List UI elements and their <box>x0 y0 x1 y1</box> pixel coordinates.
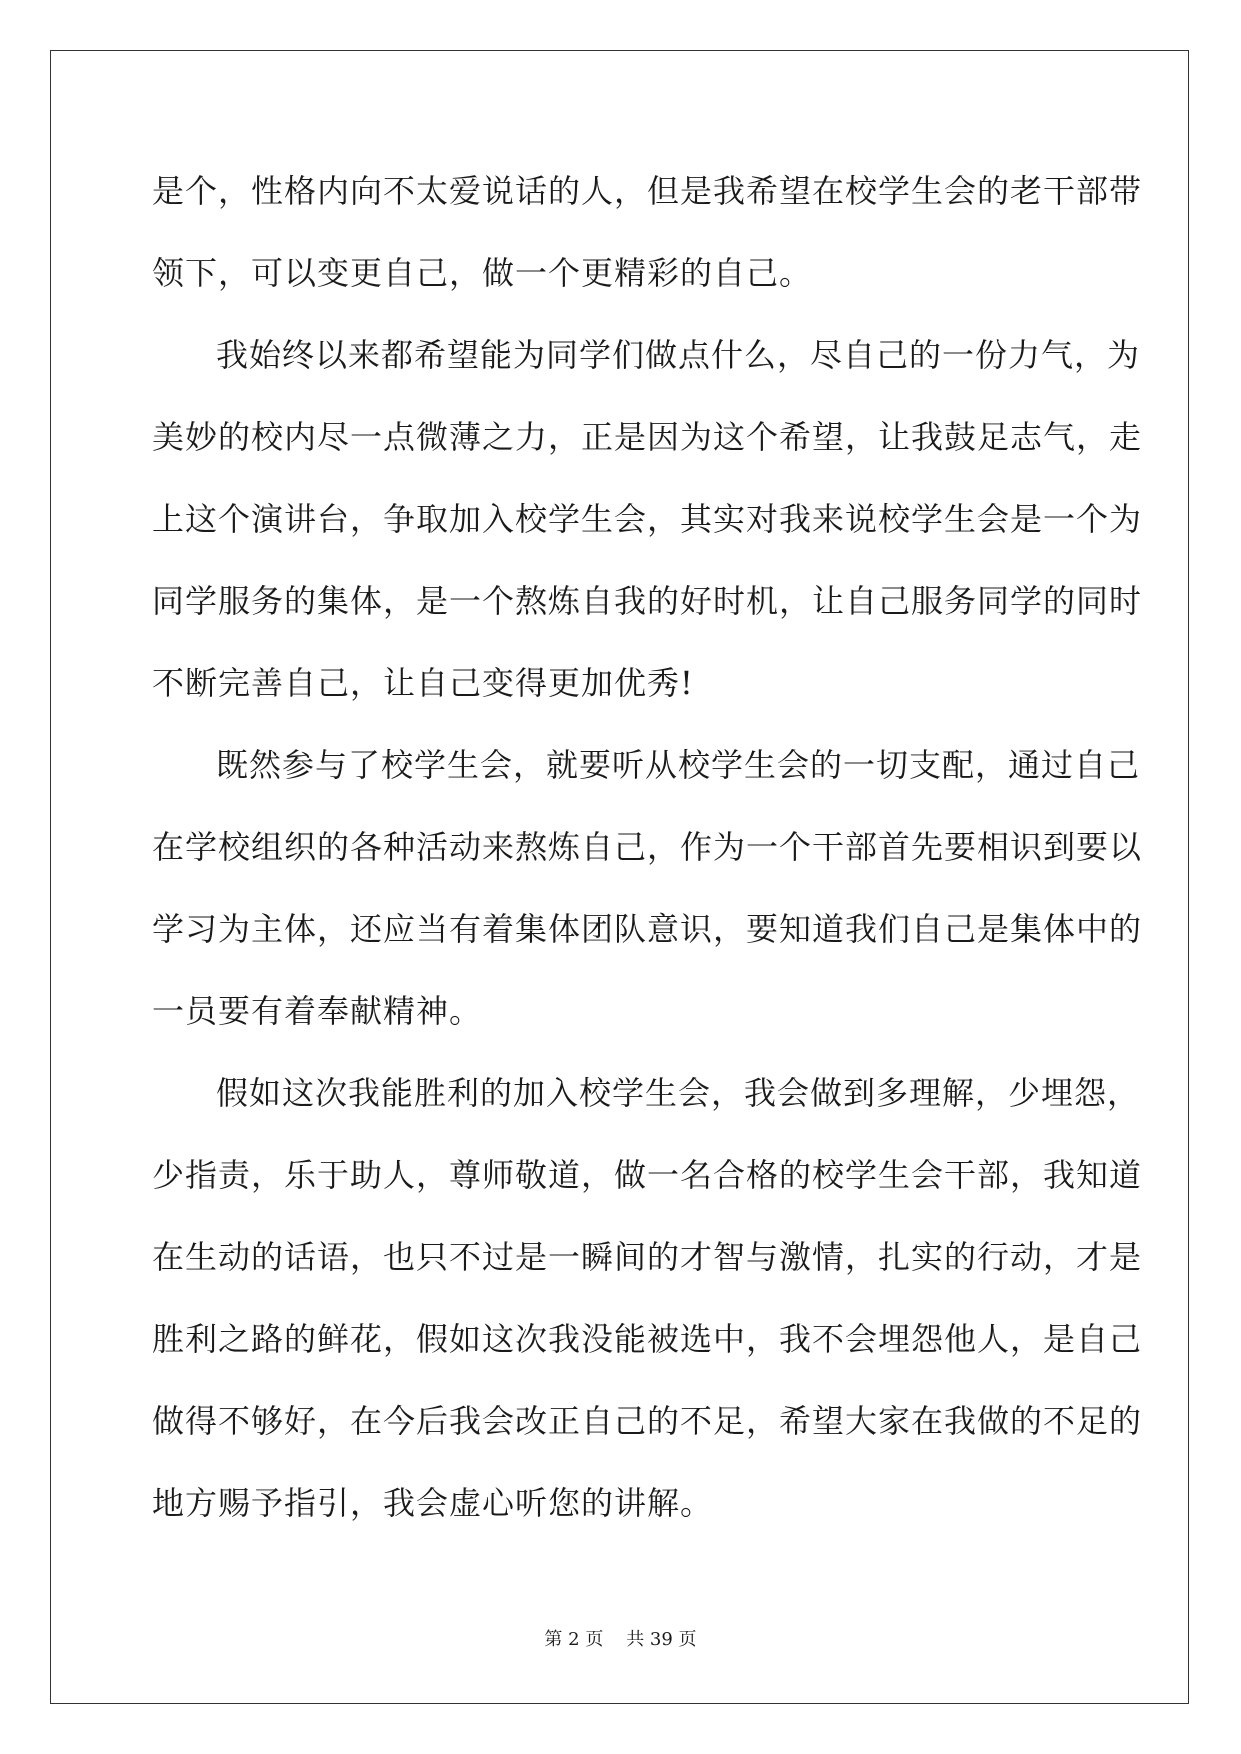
text-line: 一员要有着奉献精神。 <box>152 992 483 1030</box>
text-line: 在学校组织的各种活动来熬炼自己，作为一个干部首先要相识到要以 <box>152 828 1143 866</box>
text-line: 领下，可以变更自己，做一个更精彩的自己。 <box>152 254 813 292</box>
text-line: 上这个演讲台，争取加入校学生会，其实对我来说校学生会是一个为 <box>152 500 1143 538</box>
text-line: 既然参与了校学生会，就要听从校学生会的一切支配，通过自己 <box>216 746 1141 784</box>
page-number-footer: 第 2 页 共 39 页 <box>544 1629 697 1650</box>
text-line: 美妙的校内尽一点微薄之力，正是因为这个希望，让我鼓足志气，走 <box>152 418 1143 456</box>
text-line: 学习为主体，还应当有着集体团队意识，要知道我们自己是集体中的 <box>152 910 1143 948</box>
text-line: 同学服务的集体，是一个熬炼自我的好时机，让自己服务同学的同时 <box>152 582 1143 620</box>
document-body <box>152 163 1143 1557</box>
text-line: 地方赐予指引，我会虚心听您的讲解。 <box>152 1484 714 1522</box>
text-line: 假如这次我能胜利的加入校学生会，我会做到多理解，少埋怨， <box>216 1074 1141 1112</box>
text-line: 在生动的话语，也只不过是一瞬间的才智与激情，扎实的行动，才是 <box>152 1238 1143 1276</box>
text-line: 是个，性格内向不太爱说话的人，但是我希望在校学生会的老干部带 <box>152 172 1143 210</box>
text-line: 少指责，乐于助人，尊师敬道，做一名合格的校学生会干部，我知道 <box>152 1156 1143 1194</box>
text-line: 胜利之路的鲜花，假如这次我没能被选中，我不会埋怨他人，是自己 <box>152 1320 1143 1358</box>
text-line: 不断完善自己，让自己变得更加优秀! <box>152 664 694 702</box>
text-line: 我始终以来都希望能为同学们做点什么，尽自己的一份力气，为 <box>216 336 1141 374</box>
text-line: 做得不够好，在今后我会改正自己的不足，希望大家在我做的不足的 <box>152 1402 1143 1440</box>
